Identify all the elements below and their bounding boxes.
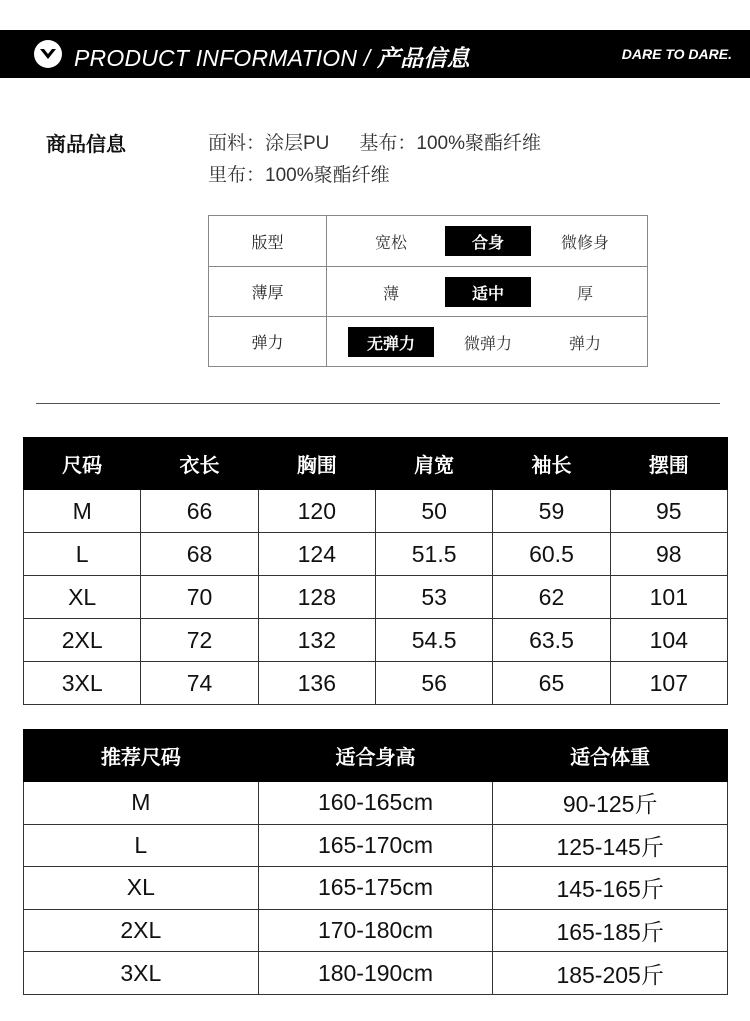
table-header-row [24, 438, 728, 490]
attribute-option: 厚 [576, 285, 593, 303]
table-cell: 165-185斤 [493, 909, 728, 952]
table-cell: 74 [141, 662, 258, 705]
attribute-table [208, 215, 648, 367]
recommend-size-table [23, 729, 728, 995]
table-cell: 3XL [24, 952, 259, 995]
table-cell: 59 [493, 490, 610, 533]
table-cell: 160-165cm [258, 782, 493, 825]
column-header: 推荐尺码 [24, 730, 259, 782]
table-cell: 165-170cm [258, 824, 493, 867]
attribute-option-selected: 无弹力 [348, 327, 434, 357]
table-header-row [24, 730, 728, 782]
attribute-name: 版型 [209, 216, 327, 266]
table-cell: 124 [258, 533, 375, 576]
attribute-option: 薄 [382, 285, 399, 303]
table-cell: 68 [141, 533, 258, 576]
table-cell: 51.5 [375, 533, 492, 576]
table-row [24, 782, 728, 825]
table-cell: 185-205斤 [493, 952, 728, 995]
table-cell: 72 [141, 619, 258, 662]
attribute-option-selected: 适中 [445, 277, 531, 307]
base-fabric-text: 基布：100%聚酯纤维 [359, 133, 542, 154]
table-row [24, 490, 728, 533]
column-header: 尺码 [24, 438, 141, 490]
fabric-info-line [208, 128, 541, 155]
column-header: 胸围 [258, 438, 375, 490]
table-cell: 50 [375, 490, 492, 533]
attribute-option: 宽松 [374, 234, 407, 252]
table-cell: M [24, 490, 141, 533]
table-cell: 136 [258, 662, 375, 705]
table-cell: 3XL [24, 662, 141, 705]
header-slogan: DARE TO DARE. [621, 46, 732, 62]
table-row [24, 533, 728, 576]
table-cell: L [24, 533, 141, 576]
fabric-text: 面料：涂层PU [208, 133, 330, 154]
attribute-option: 微弹力 [463, 335, 512, 353]
table-row [24, 867, 728, 910]
attribute-row [209, 316, 647, 366]
table-cell: 53 [375, 576, 492, 619]
table-cell: 165-175cm [258, 867, 493, 910]
table-cell: 128 [258, 576, 375, 619]
table-cell: 170-180cm [258, 909, 493, 952]
table-row [24, 824, 728, 867]
attribute-name: 薄厚 [209, 267, 327, 316]
table-cell: 132 [258, 619, 375, 662]
lining-info-line: 里布：100%聚酯纤维 [208, 165, 390, 186]
table-cell: 65 [493, 662, 610, 705]
attribute-row [209, 216, 647, 266]
header-title: PRODUCT INFORMATION / 产品信息 [74, 45, 470, 71]
table-row [24, 909, 728, 952]
divider [36, 403, 720, 404]
attribute-option-selected: 合身 [445, 226, 531, 256]
table-cell: 54.5 [375, 619, 492, 662]
table-cell: 62 [493, 576, 610, 619]
header-bar [0, 30, 750, 78]
column-header: 衣长 [141, 438, 258, 490]
table-cell: XL [24, 867, 259, 910]
table-cell: 145-165斤 [493, 867, 728, 910]
column-header: 肩宽 [375, 438, 492, 490]
table-cell: 107 [610, 662, 727, 705]
table-cell: M [24, 782, 259, 825]
table-row [24, 662, 728, 705]
size-table [23, 437, 728, 705]
chevron-down-icon [34, 40, 62, 68]
column-header: 摆围 [610, 438, 727, 490]
product-info-label: 商品信息 [46, 134, 126, 156]
column-header: 适合体重 [493, 730, 728, 782]
table-cell: L [24, 824, 259, 867]
table-row [24, 952, 728, 995]
table-cell: 125-145斤 [493, 824, 728, 867]
table-row [24, 619, 728, 662]
table-cell: 90-125斤 [493, 782, 728, 825]
attribute-option: 弹力 [568, 335, 601, 353]
table-cell: 101 [610, 576, 727, 619]
table-cell: 98 [610, 533, 727, 576]
attribute-option: 微修身 [560, 234, 609, 252]
table-cell: 180-190cm [258, 952, 493, 995]
table-cell: XL [24, 576, 141, 619]
table-cell: 120 [258, 490, 375, 533]
table-cell: 2XL [24, 909, 259, 952]
table-cell: 56 [375, 662, 492, 705]
attribute-name: 弹力 [209, 317, 327, 366]
column-header: 袖长 [493, 438, 610, 490]
table-cell: 104 [610, 619, 727, 662]
table-cell: 60.5 [493, 533, 610, 576]
table-cell: 63.5 [493, 619, 610, 662]
table-cell: 66 [141, 490, 258, 533]
table-cell: 70 [141, 576, 258, 619]
attribute-row [209, 266, 647, 316]
table-cell: 2XL [24, 619, 141, 662]
column-header: 适合身高 [258, 730, 493, 782]
table-row [24, 576, 728, 619]
table-cell: 95 [610, 490, 727, 533]
